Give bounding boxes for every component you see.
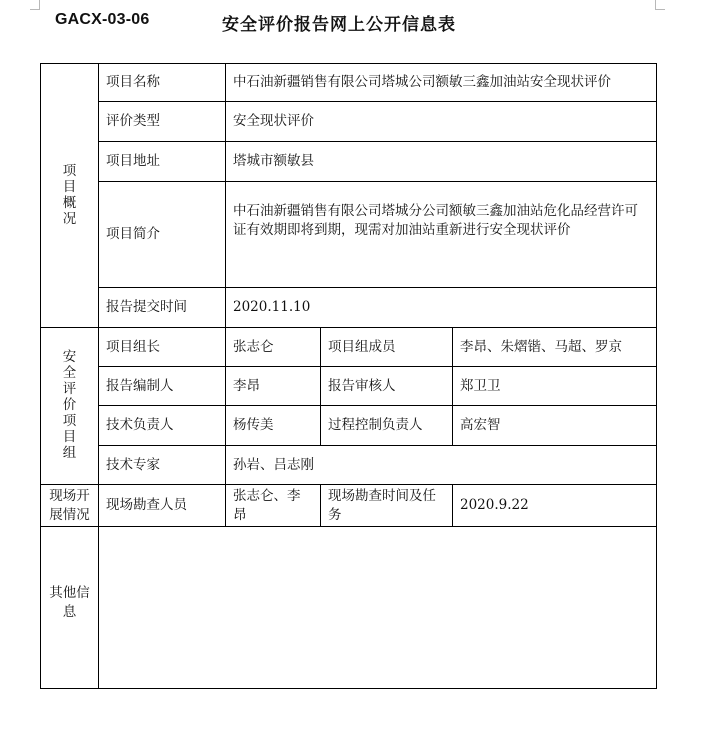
- label-submit-time: 报告提交时间: [99, 288, 226, 328]
- value-tech-lead: 杨传美: [226, 406, 321, 446]
- value-report-editor: 李昂: [226, 367, 321, 406]
- label-survey-time: 现场勘查时间及任务: [321, 485, 453, 527]
- label-team-leader: 项目组长: [99, 328, 226, 367]
- section-team: 安全评价项目组: [41, 328, 99, 485]
- value-other-info: [99, 527, 657, 689]
- section-overview: 项目概况: [41, 64, 99, 328]
- value-submit-time: 2020.11.10: [226, 288, 657, 328]
- label-project-intro: 项目简介: [99, 182, 226, 288]
- value-project-name: 中石油新疆销售有限公司塔城公司额敏三鑫加油站安全现状评价: [226, 64, 657, 102]
- section-other: 其他信息: [41, 527, 99, 689]
- label-tech-expert: 技术专家: [99, 446, 226, 485]
- value-site-surveyors: 张志仑、李昂: [226, 485, 321, 527]
- value-report-reviewer: 郑卫卫: [453, 367, 657, 406]
- value-process-control: 高宏智: [453, 406, 657, 446]
- row-tech-expert: [41, 446, 657, 485]
- value-team-members: 李昂、朱熠锴、马超、罗京: [453, 328, 657, 367]
- row-other-info: [41, 527, 657, 689]
- row-submit-time: [41, 288, 657, 328]
- label-team-members: 项目组成员: [321, 328, 453, 367]
- value-project-address: 塔城市额敏县: [226, 142, 657, 182]
- document-code: GACX-03-06: [55, 11, 150, 28]
- row-tech-lead: [41, 406, 657, 446]
- row-project-name: [41, 64, 657, 102]
- row-project-address: [41, 142, 657, 182]
- label-process-control: 过程控制负责人: [321, 406, 453, 446]
- row-site-survey: [41, 485, 657, 527]
- label-project-name: 项目名称: [99, 64, 226, 102]
- value-survey-time: 2020.9.22: [453, 485, 657, 527]
- crop-mark-left: [30, 0, 40, 10]
- row-team-leader: [41, 328, 657, 367]
- value-team-leader: 张志仑: [226, 328, 321, 367]
- value-tech-expert: 孙岩、吕志刚: [226, 446, 657, 485]
- info-table: [40, 63, 657, 689]
- row-eval-type: [41, 102, 657, 142]
- label-eval-type: 评价类型: [99, 102, 226, 142]
- value-eval-type: 安全现状评价: [226, 102, 657, 142]
- row-project-intro: [41, 182, 657, 288]
- row-report-editor: [41, 367, 657, 406]
- crop-mark-right: [655, 0, 665, 10]
- section-site: 现场开展情况: [41, 485, 99, 527]
- value-project-intro: 中石油新疆销售有限公司塔城分公司额敏三鑫加油站危化品经营许可证有效期即将到期，现需对加油站重新进行安全现状评价: [226, 182, 657, 288]
- label-tech-lead: 技术负责人: [99, 406, 226, 446]
- label-report-editor: 报告编制人: [99, 367, 226, 406]
- label-report-reviewer: 报告审核人: [321, 367, 453, 406]
- label-site-surveyors: 现场勘查人员: [99, 485, 226, 527]
- document-title: 安全评价报告网上公开信息表: [222, 15, 456, 35]
- label-project-address: 项目地址: [99, 142, 226, 182]
